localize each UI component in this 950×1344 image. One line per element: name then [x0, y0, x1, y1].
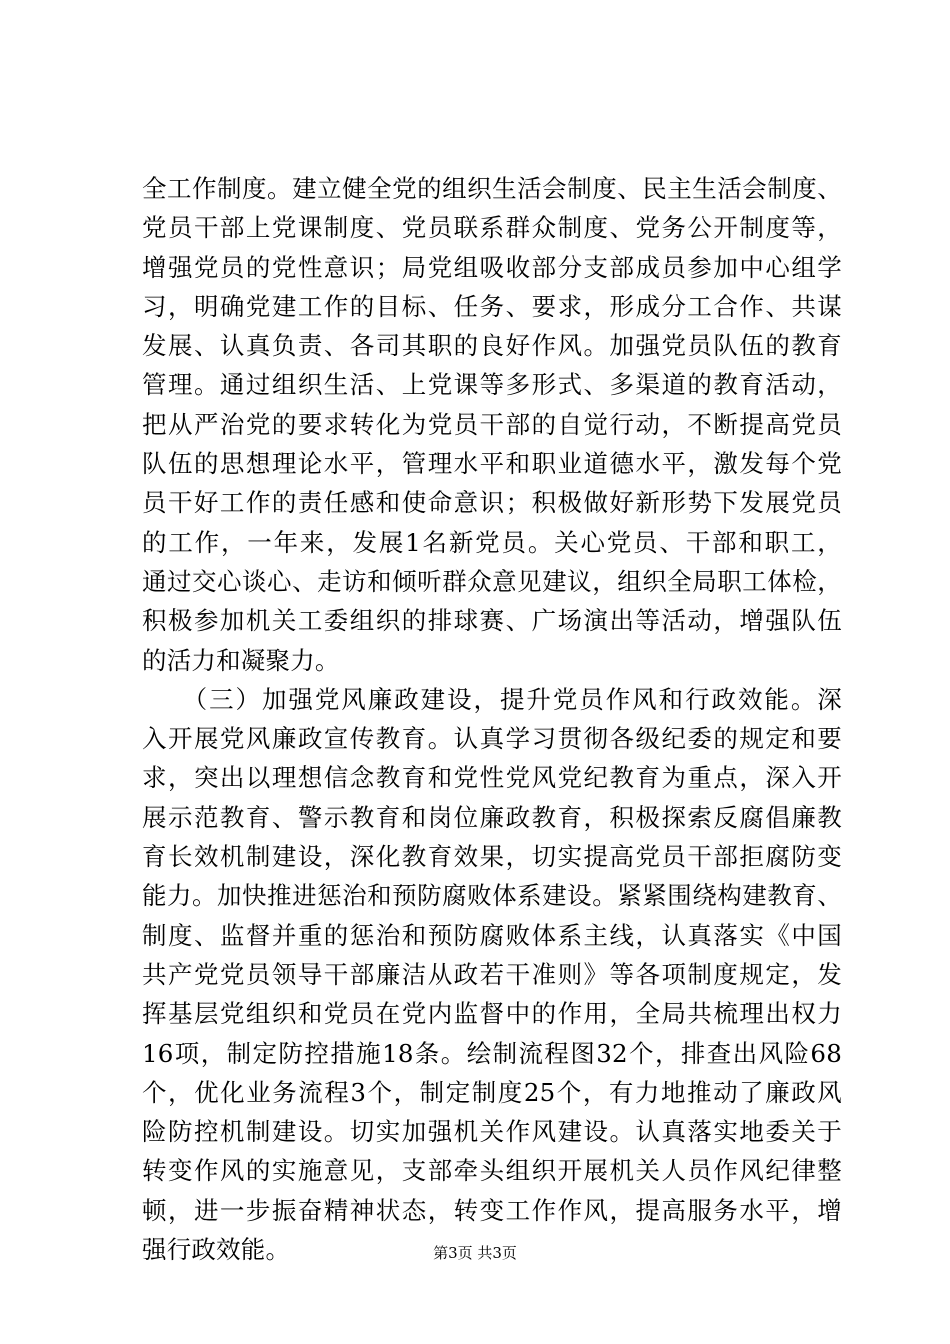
text-line: 通过交心谈心、走访和倾听群众意见建议，组织全局职工体检，	[142, 566, 842, 596]
text-line: 发展、认真负责、各司其职的良好作风。加强党员队伍的教育	[142, 331, 842, 361]
text-line: 的工作，一年来，发展1名新党员。关心党员、干部和职工，	[142, 527, 842, 557]
text-line: 强行政效能。	[142, 1235, 291, 1265]
text-line: 队伍的思想理论水平，管理水平和职业道德水平，激发每个党	[142, 449, 842, 479]
text-line: 求，突出以理想信念教育和党性党风党纪教育为重点，深入开	[142, 763, 842, 793]
text-line: 顿，进一步振奋精神状态，转变工作作风，提高服务水平，增	[142, 1195, 842, 1225]
text-line: 入开展党风廉政宣传教育。认真学习贯彻各级纪委的规定和要	[142, 724, 842, 754]
text-line: 展示范教育、警示教育和岗位廉政教育，积极探索反腐倡廉教	[142, 802, 842, 832]
text-line: 转变作风的实施意见，支部牵头组织开展机关人员作风纪律整	[142, 1156, 842, 1186]
text-line: 习，明确党建工作的目标、任务、要求，形成分工合作、共谋	[142, 291, 842, 321]
text-line: 挥基层党组织和党员在党内监督中的作用，全局共梳理出权力	[142, 999, 842, 1029]
text-line: （三）加强党风廉政建设，提升党员作风和行政效能。深	[142, 684, 842, 714]
text-line: 增强党员的党性意识；局党组吸收部分支部成员参加中心组学	[142, 252, 842, 282]
text-line: 的活力和凝聚力。	[142, 645, 340, 675]
text-line: 员干好工作的责任感和使命意识；积极做好新形势下发展党员	[142, 488, 842, 518]
text-line: 16项，制定防控措施18条。绘制流程图32个，排查出风险68	[142, 1038, 842, 1068]
text-line: 把从严治党的要求转化为党员干部的自觉行动，不断提高党员	[142, 409, 842, 439]
body-text	[142, 169, 842, 1269]
text-line: 育长效机制建设，深化教育效果，切实提高党员干部拒腐防变	[142, 842, 842, 872]
text-line: 险防控机制建设。切实加强机关作风建设。认真落实地委关于	[142, 1117, 842, 1147]
text-line: 积极参加机关工委组织的排球赛、广场演出等活动，增强队伍	[142, 606, 842, 636]
text-line: 个，优化业务流程3个，制定制度25个，有力地推动了廉政风	[142, 1077, 842, 1107]
text-line: 管理。通过组织生活、上党课等多形式、多渠道的教育活动，	[142, 370, 842, 400]
text-line: 共产党党员领导干部廉洁从政若干准则》等各项制度规定，发	[142, 959, 842, 989]
page-footer: 第3页 共3页	[433, 1244, 517, 1262]
text-line: 制度、监督并重的惩治和预防腐败体系主线，认真落实《中国	[142, 920, 842, 950]
text-line: 能力。加快推进惩治和预防腐败体系建设。紧紧围绕构建教育、	[142, 881, 842, 911]
text-line: 全工作制度。建立健全党的组织生活会制度、民主生活会制度、	[142, 174, 842, 203]
text-line: 党员干部上党课制度、党员联系群众制度、党务公开制度等，	[142, 213, 842, 243]
